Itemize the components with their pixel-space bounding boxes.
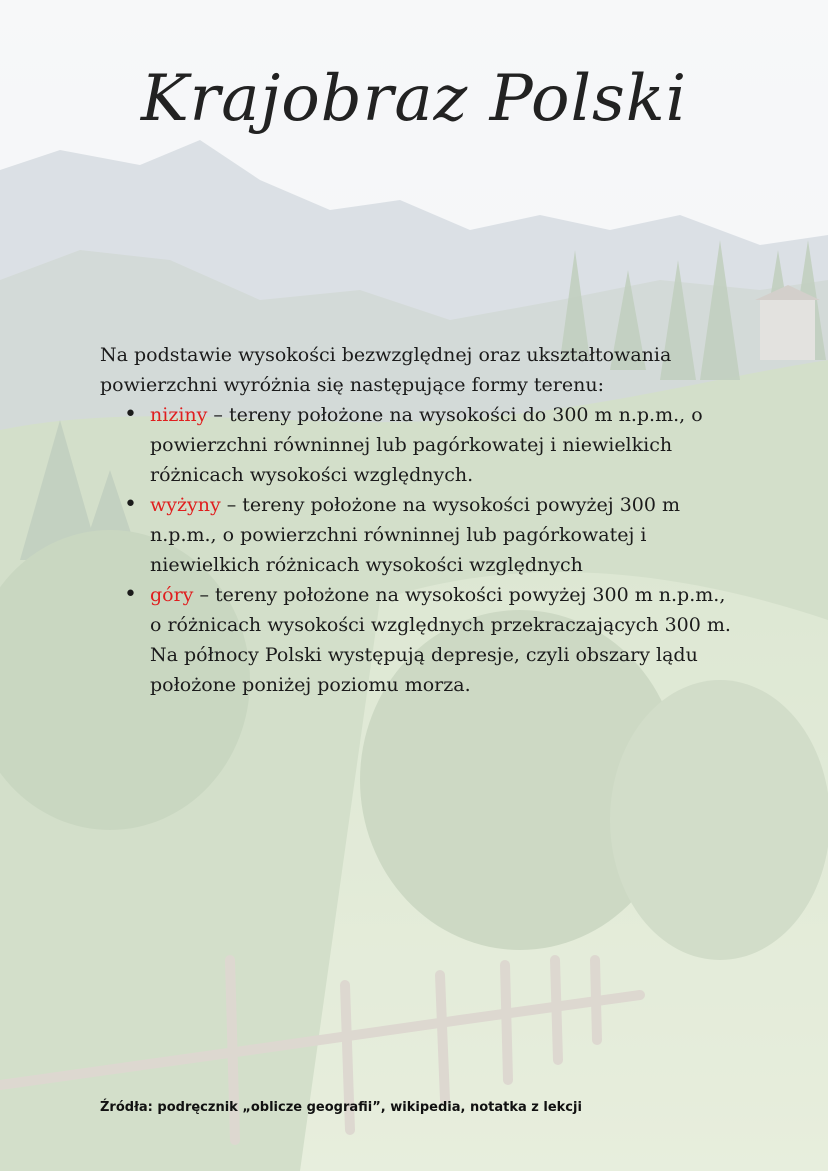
sources-footnote: Źródła: podręcznik „oblicze geografii”, wikipedia, notatka z lekcji <box>100 1100 582 1115</box>
term-description: – tereny położone na wysokości do 300 m n.p.m., o powierzchni równinnej lub pagórkowatej i niewielkich różnicach wysokości względnych. <box>150 404 703 486</box>
list-item <box>150 490 740 580</box>
list-item <box>150 580 740 700</box>
term-description: – tereny położone na wysokości powyżej 300 m n.p.m., o powierzchni równinnej lub pagórkowatej i niewielkich różnicach wysokości względnych <box>150 494 681 576</box>
list-item <box>150 400 740 490</box>
term-description: – tereny położone na wysokości powyżej 300 m n.p.m., o różnicach wysokości względnych przekraczających 300 m. Na północy Polski występują depresje, czyli obszary lądu położone poniżej poziomu morza. <box>150 584 731 696</box>
term-gory: góry <box>150 584 194 606</box>
intro-paragraph: Na podstawie wysokości bezwzględnej oraz ukształtowania powierzchni wyróżnia się następujące formy terenu: <box>100 344 672 396</box>
landform-list <box>100 400 740 700</box>
term-niziny: niziny <box>150 404 208 426</box>
page-title: Krajobraz Polski <box>140 62 688 136</box>
term-wyzyny: wyżyny <box>150 494 221 516</box>
main-content <box>100 340 740 700</box>
